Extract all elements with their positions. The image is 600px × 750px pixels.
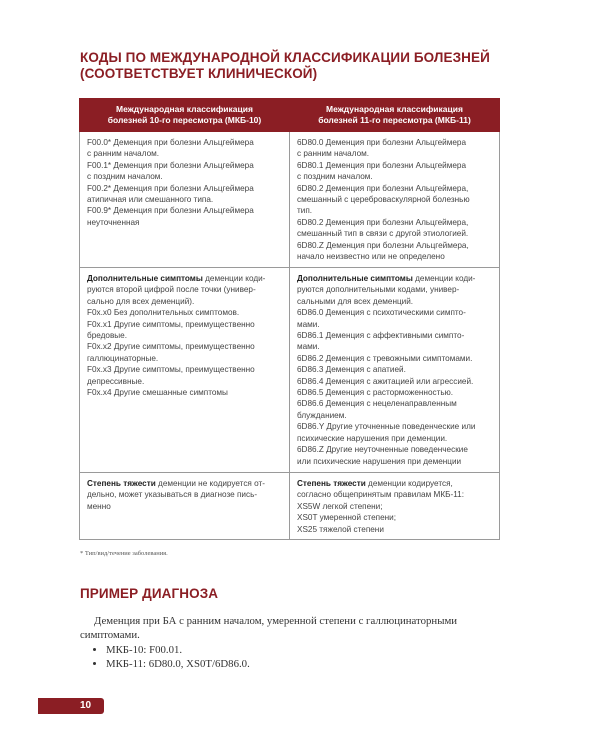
header-icd10-line2: болезней 10-го пересмотра (МКБ-10) <box>107 115 262 125</box>
cell-lines <box>297 284 493 467</box>
cell-line: XS25 тяжелой степени <box>297 524 384 534</box>
cell-line: 6D86.2 Деменция с тревожными симптомами. <box>297 353 473 363</box>
cell-line: смешанный тип в связи с другой этиологией. <box>297 229 469 239</box>
list-item: • МКБ-11: 6D80.0, XS0T/6D86.0. <box>106 657 500 671</box>
cell-line: тип. <box>297 206 313 216</box>
cell-line: F00.1* Деменция при болезни Альцгеймера <box>87 160 254 170</box>
cell-line: 6D86.0 Деменция с психотическими симпто- <box>297 308 466 318</box>
cell-line: смешанный с цереброваскулярной болезнью <box>297 195 470 205</box>
diagnosis-paragraph: Деменция при БА с ранним началом, умеренной степени с галлюцинаторными симптомами. <box>80 615 458 641</box>
cell-line: F0x.x2 Другие симптомы, преимущественно <box>87 342 255 352</box>
cell-line: с ранним началом. <box>297 149 370 159</box>
diagnosis-code-list <box>80 643 500 671</box>
header-icd11-line1: Международная классификация <box>326 104 463 114</box>
first-line-rest: деменции не кодируется от- <box>155 479 265 488</box>
bold-label: Степень тяжести <box>87 479 156 488</box>
table-row <box>80 268 500 473</box>
cell-line: атипичная или смешанного типа. <box>87 195 214 205</box>
cell-line: 6D80.1 Деменция при болезни Альцгеймера <box>297 160 467 170</box>
bold-label: Степень тяжести <box>297 479 366 488</box>
cell-icd10-symptoms <box>80 268 290 473</box>
first-line-rest: деменции коди- <box>412 274 476 283</box>
cell-line: 6D86.4 Деменция с ажитацией или агрессией. <box>297 376 474 386</box>
cell-line: менно <box>87 501 111 511</box>
section-title-icd-codes <box>80 50 520 82</box>
title-line-2: (СООТВЕТСТВУЕТ КЛИНИЧЕСКОЙ) <box>80 66 318 81</box>
header-icd10-line1: Международная классификация <box>116 104 253 114</box>
cell-line: F0x.x3 Другие симптомы, преимущественно <box>87 365 255 375</box>
cell-line: руются второй цифрой после точки (универ- <box>87 285 256 295</box>
cell-icd10-codes <box>80 132 290 268</box>
cell-line: сально для всех деменций). <box>87 296 195 306</box>
table-row <box>80 132 500 268</box>
cell-icd11-severity <box>290 473 500 540</box>
cell-line: мами. <box>297 342 320 352</box>
title-line-1: КОДЫ ПО МЕЖДУНАРОДНОЙ КЛАССИФИКАЦИИ БОЛЕЗНЕЙ <box>80 50 490 65</box>
header-icd11 <box>290 99 500 132</box>
cell-line: блужданием. <box>297 410 347 420</box>
table-header-row <box>80 99 500 132</box>
cell-icd10-severity <box>80 473 290 540</box>
cell-line: 6D86.1 Деменция с аффективными симпто- <box>297 331 465 341</box>
cell-line: 6D86.5 Деменция с расторможенностью. <box>297 388 454 398</box>
cell-lines <box>297 489 493 535</box>
cell-line: F0x.x0 Без дополнительных симптомов. <box>87 308 240 318</box>
page-number-tab <box>38 698 104 714</box>
cell-line: депрессивные. <box>87 376 145 386</box>
icd-comparison-table <box>79 98 500 540</box>
cell-line: бредовые. <box>87 331 128 341</box>
cell-line: 6D86.Y Другие уточненные поведенческие или <box>297 422 476 432</box>
cell-first-line <box>87 478 283 489</box>
header-icd11-line2: болезней 11-го пересмотра (МКБ-11) <box>318 115 471 125</box>
cell-line: согласно общепринятым правилам МКБ-11: <box>297 490 464 500</box>
cell-line: сальными для всех деменций. <box>297 296 414 306</box>
cell-line: F0x.x1 Другие симптомы, преимущественно <box>87 319 255 329</box>
cell-line: с ранним началом. <box>87 149 160 159</box>
cell-line: 6D80.2 Деменция при болезни Альцгеймера, <box>297 217 469 227</box>
cell-line: руются дополнительными кодами, универ- <box>297 285 460 295</box>
cell-first-line <box>297 478 493 489</box>
first-line-rest: деменции кодируется, <box>365 479 453 488</box>
cell-line: F00.2* Деменция при болезни Альцгеймера <box>87 183 254 193</box>
cell-line: 6D80.Z Деменция при болезни Альцгеймера, <box>297 240 469 250</box>
cell-first-line <box>87 273 283 284</box>
cell-line: F00.0* Деменция при болезни Альцгеймера <box>87 138 254 147</box>
bold-label: Дополнительные симптомы <box>87 274 203 283</box>
page-number: 10 <box>80 700 92 711</box>
cell-line: 6D86.6 Деменция с нецеленаправленным <box>297 399 457 409</box>
cell-line: дельно, может указываться в диагнозе пись- <box>87 490 258 500</box>
cell-lines <box>87 489 283 512</box>
cell-line: 6D80.0 Деменция при болезни Альцгеймера <box>297 138 467 147</box>
cell-line: XS5W легкой степени; <box>297 501 383 511</box>
cell-line: начало неизвестно или не определено <box>297 252 445 262</box>
cell-line: или психические нарушения при деменции <box>297 456 462 466</box>
diagnosis-example-body <box>80 614 500 671</box>
cell-line: неуточненная <box>87 217 140 227</box>
cell-line: мами. <box>297 319 320 329</box>
cell-line: с поздним началом. <box>297 172 373 182</box>
cell-line: с поздним началом. <box>87 172 163 182</box>
bold-label: Дополнительные симптомы <box>297 274 413 283</box>
cell-icd11-codes <box>290 132 500 268</box>
section-title-diagnosis-example: ПРИМЕР ДИАГНОЗА <box>80 586 219 601</box>
cell-line: психические нарушения при деменции. <box>297 433 448 443</box>
cell-line: галлюцинаторные. <box>87 353 159 363</box>
list-item: • МКБ-10: F00.01. <box>106 643 500 657</box>
header-icd10 <box>80 99 290 132</box>
cell-line: F0x.x4 Другие смешанные симптомы <box>87 388 228 398</box>
cell-first-line <box>297 273 493 284</box>
table-row <box>80 473 500 540</box>
cell-line: 6D86.Z Другие неуточненные поведенческие <box>297 445 468 455</box>
cell-line: 6D86.3 Деменция с апатией. <box>297 365 406 375</box>
first-line-rest: деменции коди- <box>202 274 266 283</box>
cell-line: F00.9* Деменция при болезни Альцгеймера <box>87 206 254 216</box>
cell-lines <box>87 284 283 398</box>
cell-line: XS0T умеренной степени; <box>297 513 397 523</box>
cell-icd11-symptoms <box>290 268 500 473</box>
footnote: * Тип/вид/течение заболевания. <box>80 550 168 557</box>
cell-line: 6D80.2 Деменция при болезни Альцгеймера, <box>297 183 469 193</box>
